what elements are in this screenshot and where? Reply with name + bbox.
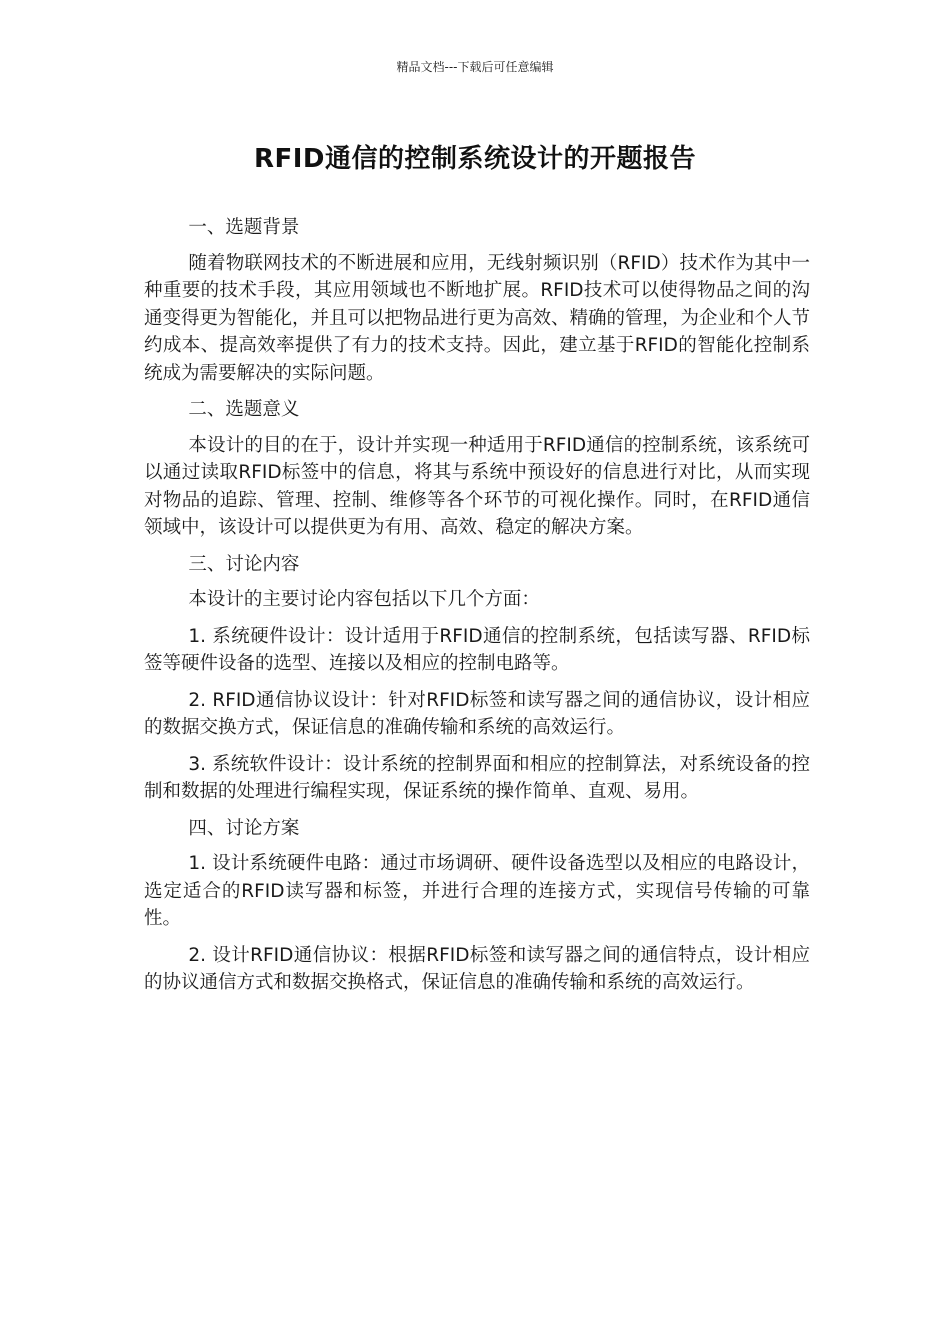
paragraph-significance: 本设计的目的在于，设计并实现一种适用于RFID通信的控制系统，该系统可以通过读取RFID标签中的信息，将其与系统中预设好的信息进行对比，从而实现对物品的追踪、管理、控制、维修等各个环节的可视化操作。同时，在RFID通信领域中，该设计可以提供更为有用、高效、稳定的解决方案。 [144,434,810,538]
list-item-protocol-design: 2. RFID通信协议设计：针对RFID标签和读写器之间的通信协议，设计相应的数据交换方式，保证信息的准确传输和系统的高效运行。 [144,689,810,738]
document-title: RFID通信的控制系统设计的开题报告 [253,144,697,174]
document-body [144,214,810,1006]
section-heading-content: 三、讨论内容 [188,553,300,575]
list-item-plan-protocol: 2. 设计RFID通信协议：根据RFID标签和读写器之间的通信特点，设计相应的协议通信方式和数据交换格式，保证信息的准确传输和系统的高效运行。 [144,944,810,993]
paragraph-content-intro: 本设计的主要讨论内容包括以下几个方面： [188,589,540,610]
section-heading-significance: 二、选题意义 [188,399,300,420]
list-item-hardware-design: 1. 系统硬件设计：设计适用于RFID通信的控制系统，包括读写器、RFID标签等硬件设备的选型、连接以及相应的控制电路等。 [144,625,810,674]
list-item-plan-hardware: 1. 设计系统硬件电路：通过市场调研、硬件设备选型以及相应的电路设计，选定适合的RFID读写器和标签，并进行合理的连接方式，实现信号传输的可靠性。 [144,853,810,929]
section-heading-background: 一、选题背景 [188,217,300,238]
section-heading-plan: 四、讨论方案 [188,817,300,839]
paragraph-background: 随着物联网技术的不断进展和应用，无线射频识别（RFID）技术作为其中一种重要的技术手段，其应用领域也不断地扩展。RFID技术可以使得物品之间的沟通变得更为智能化，并且可以把物品进行更为高效、精确的管理，为企业和个人节约成本、提高效率提供了有力的技术支持。因此，建立基于RFID的智能化控制系统成为需要解决的实际问题。 [144,252,811,384]
page-header: 精品文档---下载后可任意编辑 [396,60,554,74]
list-item-software-design: 3. 系统软件设计：设计系统的控制界面和相应的控制算法，对系统设备的控制和数据的处理进行编程实现，保证系统的操作简单、直观、易用。 [144,753,810,802]
